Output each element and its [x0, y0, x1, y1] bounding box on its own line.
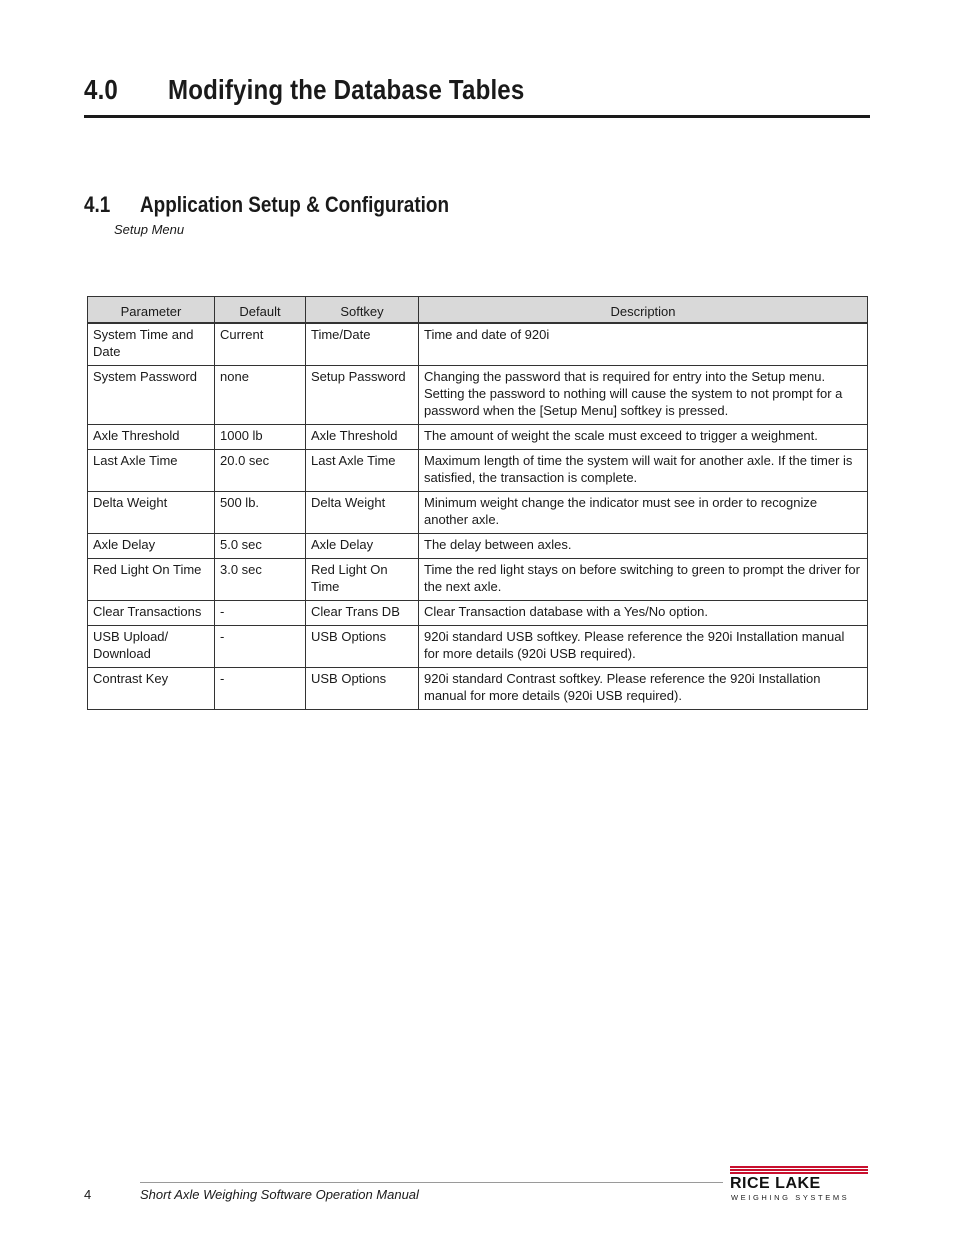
table-row [88, 323, 868, 366]
column-header-description: Description [419, 297, 868, 324]
section-heading [84, 192, 684, 218]
cell-softkey: Axle Delay [306, 534, 419, 559]
cell-softkey: USB Options [306, 668, 419, 710]
cell-description: Maximum length of time the system will wait for another axle. If the timer is satisfied, the transaction is complete. [419, 450, 868, 492]
cell-parameter: Axle Threshold [88, 425, 215, 450]
cell-parameter: Delta Weight [88, 492, 215, 534]
logo-name: RICE LAKE [730, 1175, 821, 1192]
cell-description: 920i standard USB softkey. Please reference the 920i Installation manual for more details (920i USB required). [419, 626, 868, 668]
footer-divider [140, 1182, 723, 1183]
cell-parameter: System Time and Date [88, 323, 215, 366]
chapter-title: Modifying the Database Tables [168, 74, 525, 105]
cell-description: Time and date of 920i [419, 323, 868, 366]
manual-title: Short Axle Weighing Software Operation Manual [140, 1187, 419, 1202]
cell-softkey: Setup Password [306, 366, 419, 425]
table-row [88, 450, 868, 492]
cell-default: - [215, 601, 306, 626]
table-row [88, 601, 868, 626]
cell-softkey: Axle Threshold [306, 425, 419, 450]
cell-parameter: Last Axle Time [88, 450, 215, 492]
table-row [88, 559, 868, 601]
cell-default: 500 lb. [215, 492, 306, 534]
table-row [88, 492, 868, 534]
cell-softkey: Time/Date [306, 323, 419, 366]
cell-parameter: Axle Delay [88, 534, 215, 559]
cell-default: - [215, 668, 306, 710]
cell-parameter: USB Upload/ Download [88, 626, 215, 668]
cell-default: none [215, 366, 306, 425]
cell-description: The delay between axles. [419, 534, 868, 559]
logo-tagline: WEIGHING SYSTEMS [731, 1193, 850, 1202]
table-row [88, 626, 868, 668]
cell-default: 1000 lb [215, 425, 306, 450]
cell-default: Current [215, 323, 306, 366]
cell-softkey: Delta Weight [306, 492, 419, 534]
cell-description: Clear Transaction database with a Yes/No option. [419, 601, 868, 626]
chapter-number: 4.0 [84, 74, 118, 105]
table-row [88, 668, 868, 710]
section-title: Application Setup & Configuration [140, 192, 450, 217]
column-header-softkey: Softkey [306, 297, 419, 324]
cell-description: The amount of weight the scale must exceed to trigger a weighment. [419, 425, 868, 450]
cell-default: 5.0 sec [215, 534, 306, 559]
cell-parameter: Red Light On Time [88, 559, 215, 601]
cell-description: 920i standard Contrast softkey. Please reference the 920i Installation manual for more details (920i USB required). [419, 668, 868, 710]
cell-softkey: Red Light On Time [306, 559, 419, 601]
cell-parameter: Contrast Key [88, 668, 215, 710]
page-number: 4 [84, 1187, 92, 1202]
section-number: 4.1 [84, 192, 111, 217]
chapter-heading [84, 72, 870, 118]
setup-parameters-table [87, 296, 868, 710]
table-row [88, 534, 868, 559]
cell-description: Changing the password that is required for entry into the Setup menu. Setting the password to nothing will cause the system to not prompt for a password when the [Setup Menu] softkey is pressed. [419, 366, 868, 425]
cell-parameter: System Password [88, 366, 215, 425]
column-header-parameter: Parameter [88, 297, 215, 324]
table-row [88, 366, 868, 425]
cell-description: Minimum weight change the indicator must see in order to recognize another axle. [419, 492, 868, 534]
table-header-row [88, 297, 868, 324]
cell-softkey: Clear Trans DB [306, 601, 419, 626]
cell-parameter: Clear Transactions [88, 601, 215, 626]
rice-lake-logo [728, 1166, 870, 1202]
table-caption: Setup Menu [114, 222, 185, 237]
column-header-default: Default [215, 297, 306, 324]
cell-default: - [215, 626, 306, 668]
cell-softkey: Last Axle Time [306, 450, 419, 492]
cell-default: 3.0 sec [215, 559, 306, 601]
cell-softkey: USB Options [306, 626, 419, 668]
table-row [88, 425, 868, 450]
cell-default: 20.0 sec [215, 450, 306, 492]
cell-description: Time the red light stays on before switching to green to prompt the driver for the next axle. [419, 559, 868, 601]
